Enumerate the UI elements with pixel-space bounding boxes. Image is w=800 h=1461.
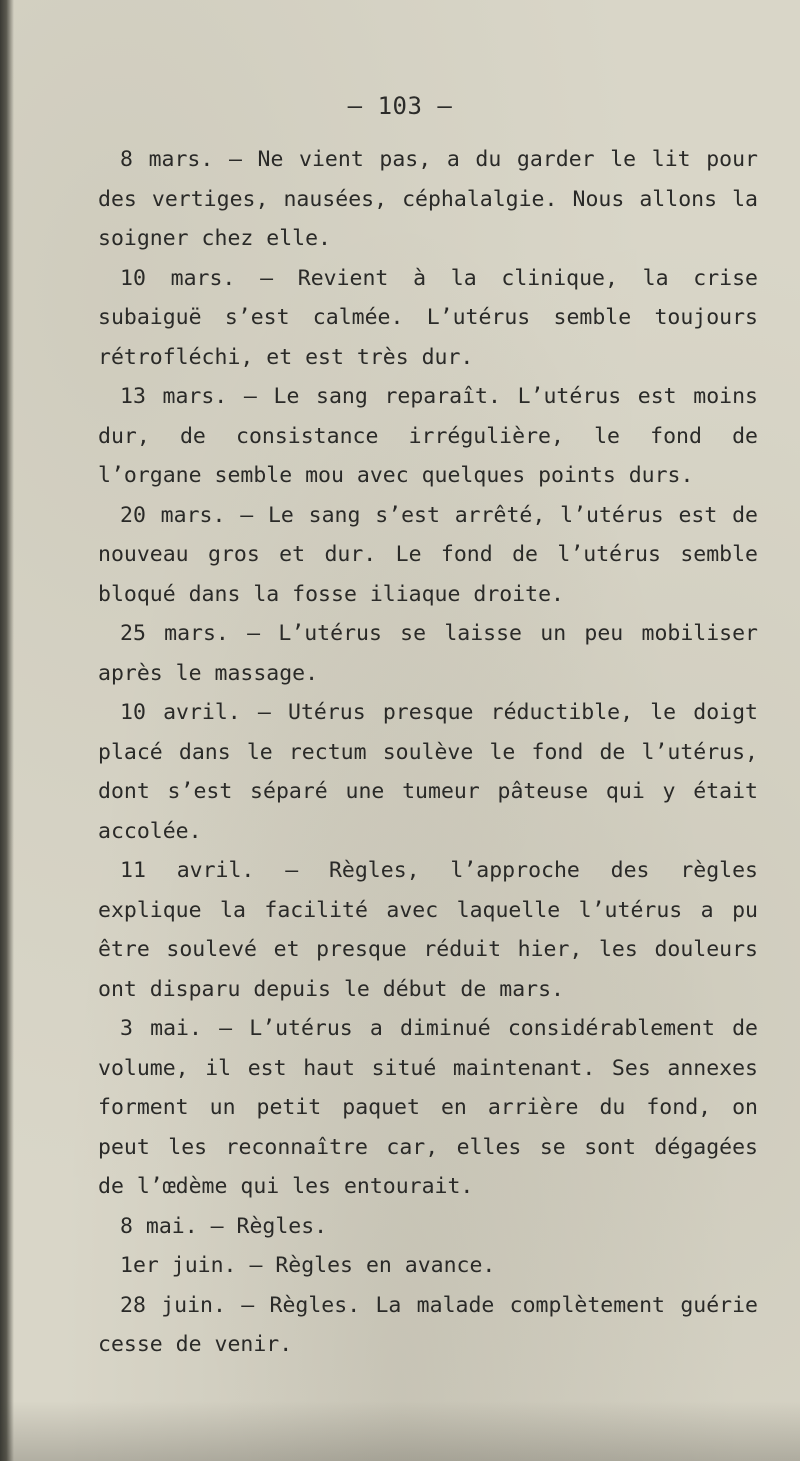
paragraph-25-mars: 25 mars. — L’utérus se laisse un peu mobiliser après le massage. [98, 621, 758, 686]
paragraph-11-avril: 11 avril. — Règles, l’approche des règles explique la facilité avec laquelle l’utérus a pu être soulevé et presque réduit hier, les douleurs ont disparu depuis le début de mars. [98, 858, 758, 1002]
paragraph-8-mai: 8 mai. — Règles. [120, 1213, 328, 1239]
paragraph-20-mars: 20 mars. — Le sang s’est arrêté, l’utérus est de nouveau gros et dur. Le fond de l’utérus semble bloqué dans la fosse iliaque droite. [98, 502, 758, 607]
text-body [98, 140, 758, 1365]
paragraph-10-mars: 10 mars. — Revient à la clinique, la crise subaiguë s’est calmée. L’utérus semble toujours rétrofléchi, et est très dur. [98, 265, 758, 370]
paragraph-8-mars: 8 mars. — Ne vient pas, a du garder le lit pour des vertiges, nausées, céphalalgie. Nous allons la soigner chez elle. [98, 147, 758, 251]
paragraph-28-juin: 28 juin. — Règles. La malade complètement guérie cesse de venir. [98, 1292, 758, 1357]
paragraph-1er-juin: 1er juin. — Règles en avance. [120, 1253, 496, 1278]
page-number: — 103 — [347, 92, 453, 120]
paragraph-13-mars: 13 mars. — Le sang reparaît. L’utérus est moins dur, de consistance irrégulière, le fond de l’organe semble mou avec quelques points durs. [98, 384, 758, 488]
page-binding-edge [0, 0, 14, 1461]
paragraph-10-avril: 10 avril. — Utérus presque réductible, le doigt placé dans le rectum soulève le fond de l’utérus, dont s’est séparé une tumeur pâteuse qui y était accolée. [98, 700, 758, 844]
paragraph-3-mai: 3 mai. — L’utérus a diminué considérablement de volume, il est haut situé maintenant. Ses annexes forment un petit paquet en arrière du fond, on peut les reconnaître car, elles se sont dégagées de l’œdème qui les entourait. [98, 1016, 758, 1199]
page-bottom-shadow [0, 1401, 800, 1461]
